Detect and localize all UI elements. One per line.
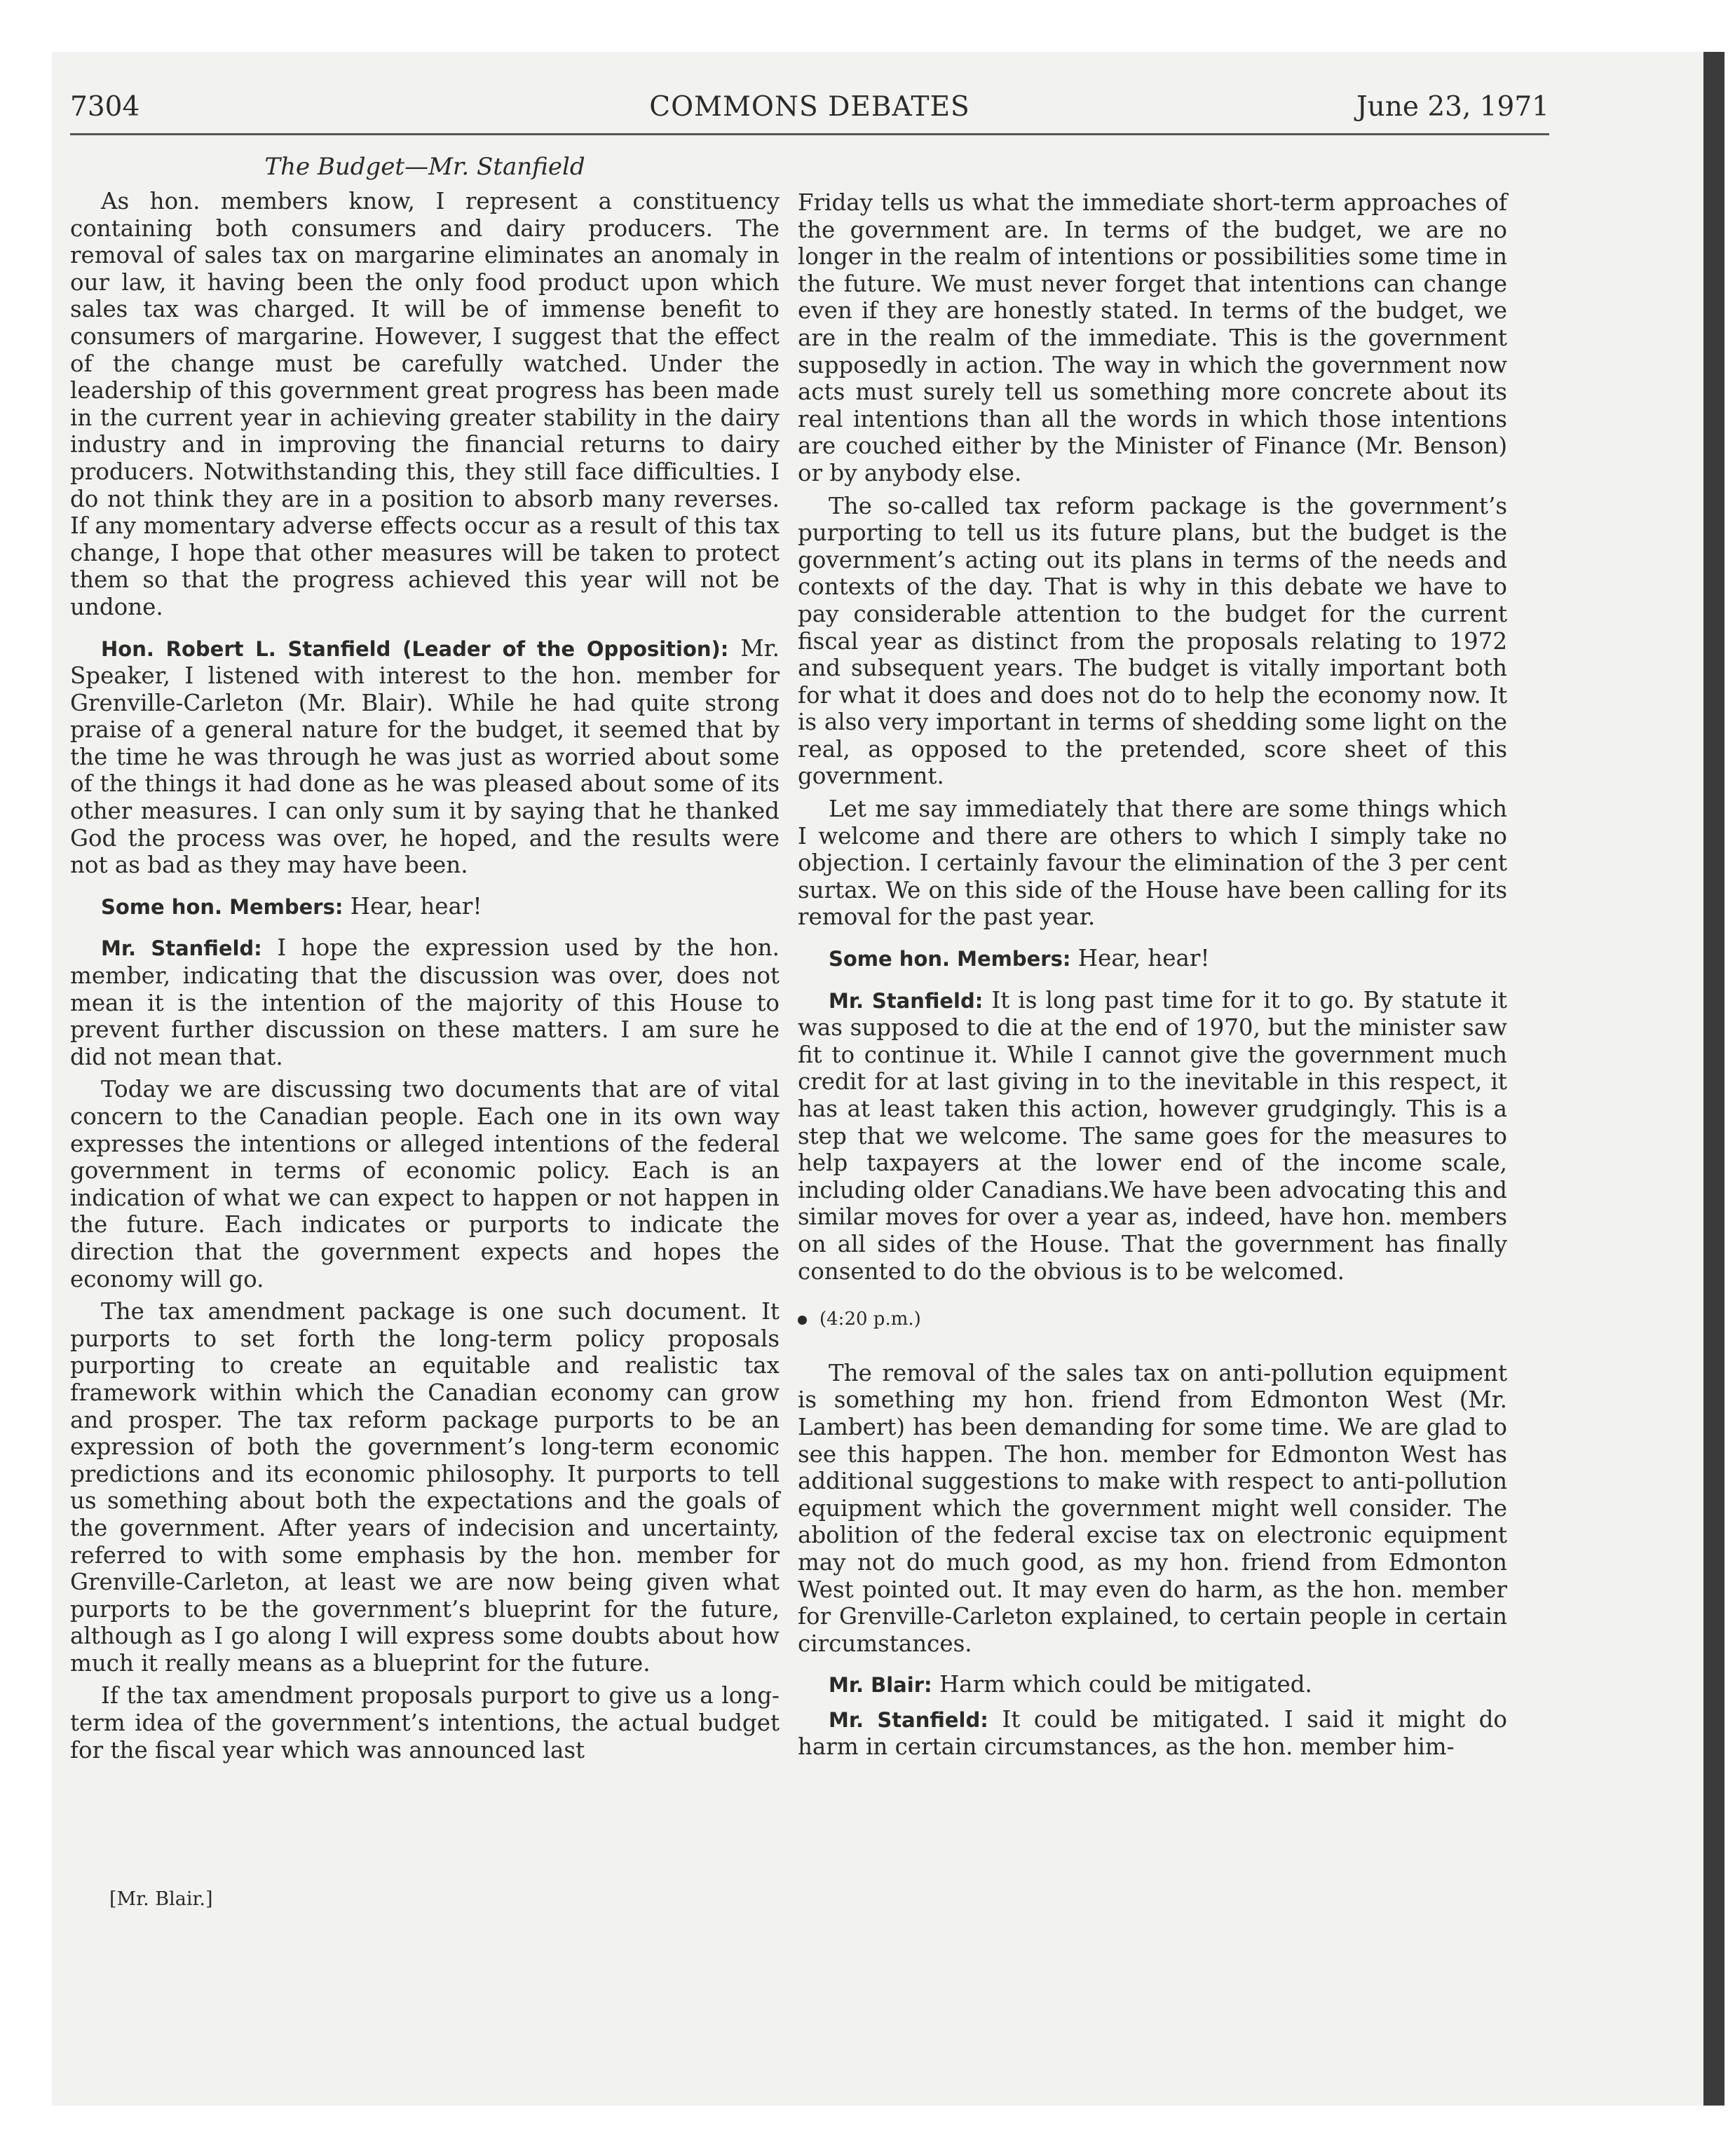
page-number: 7304 bbox=[70, 91, 140, 123]
right-column bbox=[798, 189, 1507, 1766]
speaker-name: Hon. Robert L. Stanfield (Leader of the Opposition): bbox=[101, 636, 729, 661]
paragraph: Today we are discussing two documents that are of vital concern to the Canadian people. Each one in its own way expresses the intentions or alleged intentions of the federal government in terms of economic policy. Each is an indication of what we can expect to happen or not happen in the future. Each indicates or purports to indicate the direction that the government expects and hopes the economy will go. bbox=[70, 1076, 780, 1292]
bullet-icon bbox=[798, 1316, 807, 1325]
footer-note: [Mr. Blair.] bbox=[109, 1888, 213, 1910]
speech-paragraph bbox=[798, 987, 1507, 1285]
paragraph: Friday tells us what the immediate short-term approaches of the government are. In terms of the budget, we are no longer in the realm of intentions or possibilities some time in the future. We must never forget that intentions can change even if they are honestly stated. In terms of the budget, we are in the realm of the immediate. This is the government supposedly in action. The way in which the government now acts must surely tell us something more concrete about its real intentions than all the words in which those intentions are couched either by the Minister of Finance (Mr. Benson) or by anybody else. bbox=[798, 189, 1507, 486]
time-stamp bbox=[798, 1306, 1507, 1333]
speaker-name: Mr. Stanfield: bbox=[101, 936, 262, 961]
speaker-name: Some hon. Members: bbox=[101, 894, 343, 919]
speech-paragraph bbox=[798, 1706, 1507, 1761]
speaker-name: Mr. Stanfield: bbox=[829, 988, 984, 1013]
speech-paragraph bbox=[70, 635, 780, 879]
paragraph: Let me say immediately that there are some things which I welcome and there are others to which I simply take no objection. I certainly favour the elimination of the 3 per cent surtax. We on this side of the House have been calling for its removal for the past year. bbox=[798, 796, 1507, 931]
paragraph: The removal of the sales tax on anti-pollution equipment is something my hon. friend from Edmonton West (Mr. Lambert) has been demanding for some time. We are glad to see this happen. The hon. member for Edmonton West has additional suggestions to make with respect to anti-pollution equipment which the government might well consider. The abolition of the federal excise tax on electronic equipment may not do much good, as my hon. friend from Edmonton West pointed out. It may even do harm, as the hon. member for Grenville-Carleton explained, to certain people in certain circumstances. bbox=[798, 1359, 1507, 1657]
speech-paragraph bbox=[798, 1671, 1507, 1699]
speech-paragraph bbox=[70, 934, 780, 1070]
time-stamp-text: (4:20 p.m.) bbox=[819, 1309, 921, 1330]
page-header bbox=[70, 91, 1549, 135]
paragraph: The tax amendment package is one such document. It purports to set forth the long-term policy proposals purporting to create an equitable and realistic tax framework within which the Canadian economy can grow and prosper. The tax reform package purports to be an expression of both the government’s long-term economic predictions and its economic philosophy. It purports to tell us something about both the expectations and the goals of the government. After years of indecision and uncertainty, referred to with some emphasis by the hon. member for Grenville-Carleton, at least we are now being given what purports to be the government’s blueprint for the future, although as I go along I will express some doubts about how much it really means as a blueprint for the future. bbox=[70, 1298, 780, 1677]
speech-paragraph bbox=[798, 945, 1507, 973]
scan-edge-bar bbox=[1703, 52, 1724, 2106]
paragraph: As hon. members know, I represent a constituency containing both consumers and dairy producers. The removal of sales tax on margarine eliminates an anomaly in our law, it having been the only food product upon which sales tax was charged. It will be of immense benefit to consumers of margarine. However, I suggest that the effect of the change must be carefully watched. Under the leadership of this government great progress has been made in the current year in achieving greater stability in the dairy industry and in improving the financial returns to dairy producers. Notwithstanding this, they still face difficulties. I do not think they are in a position to absorb many reverses. If any momentary adverse effects occur as a result of this tax change, I hope that other measures will be taken to protect them so that the progress achieved this year will not be undone. bbox=[70, 188, 780, 620]
speech-text: Harm which could be mitigated. bbox=[939, 1671, 1312, 1698]
speaker-name: Mr. Blair: bbox=[829, 1673, 932, 1698]
paragraph: The so-called tax reform package is the government’s purporting to tell us its future plans, but the budget is the government’s acting out its plans in terms of the needs and contexts of the day. That is why in this debate we have to pay considerable attention to the budget for the current fiscal year as distinct from the proposals relating to 1972 and subsequent years. The budget is vitally important both for what it does and does not do to help the economy now. It is also very important in terms of shedding some light on the real, as opposed to the pretended, score sheet of this government. bbox=[798, 492, 1507, 790]
speech-text: It could be mitigated. I said it might do harm in certain circumstances, as the hon. member him- bbox=[798, 1705, 1507, 1761]
speaker-name: Mr. Stanfield: bbox=[829, 1707, 988, 1732]
left-column bbox=[70, 149, 780, 1769]
speech-paragraph bbox=[70, 893, 780, 921]
speech-text: I hope the expression used by the hon. member, indicating that the discussion was over, does not mean it is the intention of the majority of this House to prevent further discussion on these matters. I am sure he did not mean that. bbox=[70, 934, 780, 1070]
speaker-name: Some hon. Members: bbox=[829, 947, 1071, 971]
speech-text: Mr. Speaker, I listened with interest to the hon. member for Grenville-Carleton (Mr. Blair). While he had quite strong praise of a general nature for the budget, it seemed that by the time he was through he was just as worried about some of the things it had done as he was pleased about some of its other measures. I can only sum it by saying that he thanked God the process was over, he hoped, and the results were not as bad as they may have been. bbox=[70, 634, 780, 879]
page-date: June 23, 1971 bbox=[1356, 91, 1549, 123]
running-head: The Budget—Mr. Stanfield bbox=[264, 153, 585, 181]
speech-text: Hear, hear! bbox=[350, 892, 482, 920]
paragraph: If the tax amendment proposals purport to give us a long-term idea of the government’s intentions, the actual budget for the fiscal year which was announced last bbox=[70, 1682, 780, 1763]
speech-text: It is long past time for it to go. By statute it was supposed to die at the end of 1970, but the minister saw fit to continue it. While I cannot give the government much credit for at last giving in to the inevitable in this respect, it has at least taken this action, however grudgingly. This is a step that we welcome. The same goes for the measures to help taxpayers at the lower end of the income scale, including older Canadians.We have been advocating this and similar moves for over a year as, indeed, have hon. members on all sides of the House. That the government has finally consented to do the obvious is to be welcomed. bbox=[798, 986, 1507, 1285]
publication-title: COMMONS DEBATES bbox=[649, 91, 970, 123]
speech-text: Hear, hear! bbox=[1077, 945, 1210, 972]
